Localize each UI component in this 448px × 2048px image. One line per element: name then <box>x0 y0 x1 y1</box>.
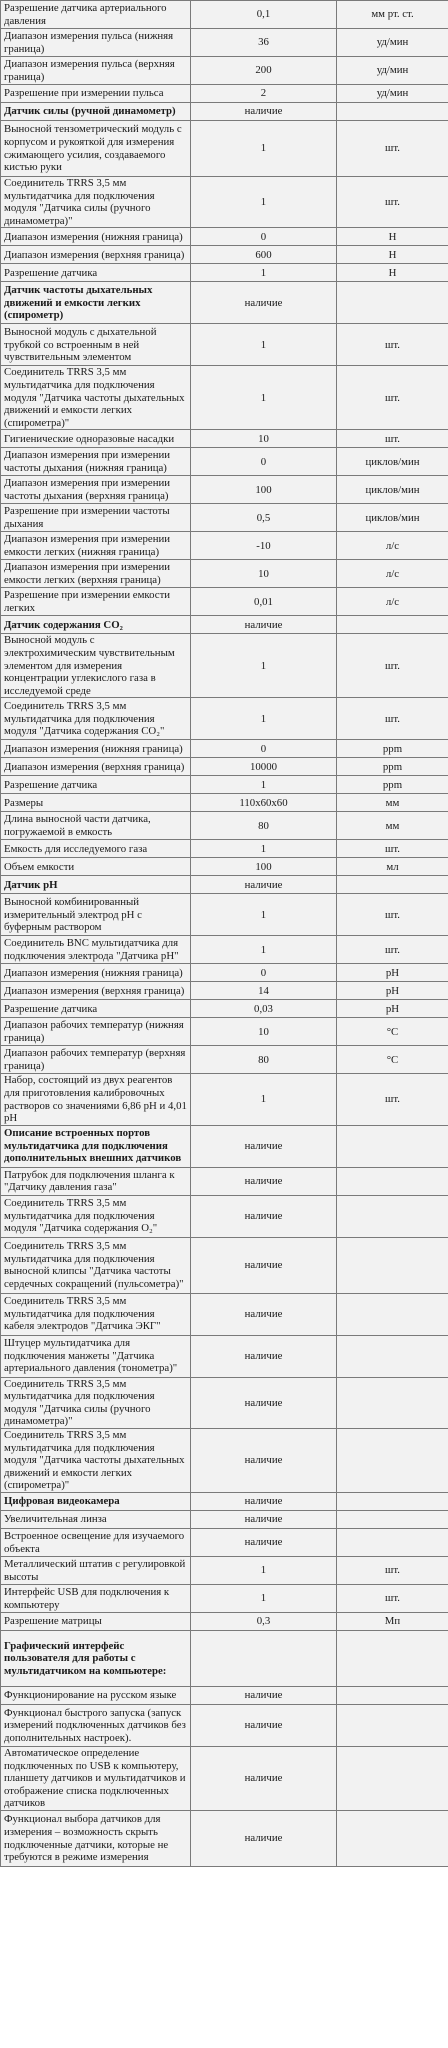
table-row <box>1 1747 448 1811</box>
parameter-unit-cell: Мп <box>337 1613 448 1631</box>
parameter-value-cell: 0 <box>191 964 337 982</box>
parameter-name-cell: Описание встроенных портов мультидатчика для подключения дополнительных внешних датчиков <box>1 1125 191 1167</box>
parameter-unit-cell: уд/мин <box>337 29 448 57</box>
parameter-name-cell: Диапазон измерения (верхняя граница) <box>1 982 191 1000</box>
table-row <box>1 228 448 246</box>
table-row <box>1 366 448 430</box>
parameter-value-cell: 100 <box>191 858 337 876</box>
table-row <box>1 448 448 476</box>
parameter-name-cell: Диапазон рабочих температур (верхняя граница) <box>1 1046 191 1074</box>
parameter-name-cell: Диапазон измерения при измерении емкости легких (нижняя граница) <box>1 532 191 560</box>
parameter-unit-cell: Н <box>337 246 448 264</box>
parameter-unit-cell <box>337 282 448 324</box>
parameter-unit-cell: уд/мин <box>337 57 448 85</box>
parameter-name-cell: Датчик содержания CO₂ <box>1 616 191 634</box>
section-header-row <box>1 1493 448 1511</box>
parameter-value-cell: 10 <box>191 430 337 448</box>
table-row <box>1 1511 448 1529</box>
parameter-name-cell: Соединитель TRRS 3,5 мм мультидатчика для подключения модуля "Датчика содержания CO₂" <box>1 698 191 740</box>
parameter-unit-cell <box>337 1811 448 1867</box>
parameter-name-cell: Диапазон измерения (нижняя граница) <box>1 228 191 246</box>
parameter-name-cell: Соединитель TRRS 3,5 мм мультидатчика для подключения выносной клипсы "Датчика частоты сердечных сокращений (пульсометра)" <box>1 1237 191 1293</box>
table-row <box>1 1811 448 1867</box>
parameter-name-cell: Встроенное освещение для изучаемого объекта <box>1 1529 191 1557</box>
table-row <box>1 264 448 282</box>
parameter-value-cell: 80 <box>191 1046 337 1074</box>
section-header-row <box>1 103 448 121</box>
parameter-name-cell: Диапазон измерения пульса (нижняя граница) <box>1 29 191 57</box>
parameter-name-cell: Цифровая видеокамера <box>1 1493 191 1511</box>
parameter-name-cell: Интерфейс USB для подключения к компьютеру <box>1 1585 191 1613</box>
table-row <box>1 430 448 448</box>
table-row <box>1 504 448 532</box>
parameter-name-cell: Разрешение при измерении частоты дыхания <box>1 504 191 532</box>
parameter-value-cell: 100 <box>191 476 337 504</box>
parameter-value-cell: 0 <box>191 740 337 758</box>
table-row <box>1 1 448 29</box>
parameter-unit-cell <box>337 1335 448 1377</box>
parameter-value-cell: 0,01 <box>191 588 337 616</box>
parameter-unit-cell: шт. <box>337 1585 448 1613</box>
parameter-value-cell: 80 <box>191 812 337 840</box>
parameter-name-cell: Диапазон измерения (нижняя граница) <box>1 740 191 758</box>
parameter-name-cell: Соединитель TRRS 3,5 мм мультидатчика для подключения модуля "Датчика силы (ручного динамометра)" <box>1 177 191 228</box>
parameter-value-cell: 1 <box>191 936 337 964</box>
parameter-name-cell: Диапазон измерения при измерении частоты дыхания (нижняя граница) <box>1 448 191 476</box>
parameter-value-cell: 1 <box>191 177 337 228</box>
parameter-unit-cell: °C <box>337 1046 448 1074</box>
parameter-name-cell: Соединитель TRRS 3,5 мм мультидатчика для подключения кабеля электродов "Датчика ЭКГ" <box>1 1293 191 1335</box>
table-row <box>1 1000 448 1018</box>
parameter-unit-cell: циклов/мин <box>337 448 448 476</box>
table-row <box>1 740 448 758</box>
parameter-name-cell: Функционал быстрого запуска (запуск измерений подключенных датчиков без дополнительных настроек). <box>1 1705 191 1747</box>
table-row <box>1 532 448 560</box>
parameter-unit-cell <box>337 1429 448 1493</box>
parameter-unit-cell: шт. <box>337 936 448 964</box>
parameter-name-cell: Увеличительная линза <box>1 1511 191 1529</box>
parameter-unit-cell: шт. <box>337 430 448 448</box>
parameter-name-cell: Функционал выбора датчиков для измерения – возможность скрыть подключенные датчики, которые не требуются в режиме измерения <box>1 1811 191 1867</box>
table-row <box>1 758 448 776</box>
parameter-value-cell: наличие <box>191 1293 337 1335</box>
parameter-value-cell: 110x60x60 <box>191 794 337 812</box>
table-row <box>1 1195 448 1237</box>
parameter-value-cell: наличие <box>191 1511 337 1529</box>
table-row <box>1 1046 448 1074</box>
parameter-value-cell: 600 <box>191 246 337 264</box>
parameter-value-cell: наличие <box>191 1335 337 1377</box>
parameter-unit-cell: л/с <box>337 532 448 560</box>
parameter-value-cell: 1 <box>191 1074 337 1125</box>
parameter-name-cell: Соединитель TRRS 3,5 мм мультидатчика для подключения модуля "Датчика частоты дыхательных движений и емкости легких (спирометра)" <box>1 1429 191 1493</box>
table-row <box>1 1705 448 1747</box>
table-row <box>1 1687 448 1705</box>
table-row <box>1 936 448 964</box>
parameter-value-cell: наличие <box>191 1493 337 1511</box>
parameter-value-cell: наличие <box>191 1167 337 1195</box>
parameter-value-cell: 36 <box>191 29 337 57</box>
parameter-value-cell: наличие <box>191 1811 337 1867</box>
table-row <box>1 476 448 504</box>
parameter-unit-cell <box>337 1125 448 1167</box>
table-row <box>1 776 448 794</box>
section-header-row <box>1 282 448 324</box>
table-row <box>1 560 448 588</box>
parameter-name-cell: Патрубок для подключения шланга к "Датчику давления газа" <box>1 1167 191 1195</box>
table-row <box>1 588 448 616</box>
parameter-unit-cell: уд/мин <box>337 85 448 103</box>
parameter-name-cell: Функционирование на русском языке <box>1 1687 191 1705</box>
parameter-unit-cell: шт. <box>337 366 448 430</box>
parameter-unit-cell <box>337 1195 448 1237</box>
parameter-unit-cell: мм <box>337 794 448 812</box>
table-row <box>1 246 448 264</box>
parameter-unit-cell: pH <box>337 964 448 982</box>
section-header-row <box>1 876 448 894</box>
parameter-unit-cell <box>337 1747 448 1811</box>
parameter-value-cell: наличие <box>191 1747 337 1811</box>
parameter-name-cell: Разрешение датчика <box>1 776 191 794</box>
parameter-value-cell: наличие <box>191 1377 337 1428</box>
parameter-name-cell: Выносной модуль с электрохимическим чувствительным элементом для измерения концентрации углекислого газа в исследуемой среде <box>1 634 191 698</box>
parameter-unit-cell <box>337 1237 448 1293</box>
table-row <box>1 1018 448 1046</box>
parameter-name-cell: Диапазон измерения при измерении емкости легких (верхняя граница) <box>1 560 191 588</box>
table-row <box>1 1557 448 1585</box>
parameter-name-cell: Диапазон измерения при измерении частоты дыхания (верхняя граница) <box>1 476 191 504</box>
parameter-name-cell: Датчик pH <box>1 876 191 894</box>
parameter-name-cell: Диапазон измерения (нижняя граница) <box>1 964 191 982</box>
parameter-value-cell: 1 <box>191 840 337 858</box>
parameter-value-cell: 1 <box>191 1585 337 1613</box>
parameter-unit-cell: мм рт. ст. <box>337 1 448 29</box>
parameter-value-cell: наличие <box>191 103 337 121</box>
parameter-unit-cell <box>337 876 448 894</box>
parameter-value-cell: 10 <box>191 560 337 588</box>
parameter-unit-cell: шт. <box>337 894 448 936</box>
parameter-unit-cell: шт. <box>337 177 448 228</box>
parameter-unit-cell: Н <box>337 264 448 282</box>
parameter-value-cell: наличие <box>191 1705 337 1747</box>
parameter-value-cell: 1 <box>191 894 337 936</box>
parameter-unit-cell <box>337 103 448 121</box>
parameter-name-cell: Соединитель TRRS 3,5 мм мультидатчика для подключения модуля "Датчика частоты дыхательных движений и емкости легких (спирометра)" <box>1 366 191 430</box>
parameter-name-cell: Датчик силы (ручной динамометр) <box>1 103 191 121</box>
parameter-name-cell: Разрешение датчика артериального давления <box>1 1 191 29</box>
table-row <box>1 177 448 228</box>
table-row <box>1 85 448 103</box>
parameter-unit-cell: шт. <box>337 1074 448 1125</box>
parameter-unit-cell <box>337 1511 448 1529</box>
parameter-unit-cell <box>337 1493 448 1511</box>
parameter-value-cell: 0,3 <box>191 1613 337 1631</box>
parameter-value-cell: 1 <box>191 776 337 794</box>
parameter-value-cell: наличие <box>191 1195 337 1237</box>
table-row <box>1 1613 448 1631</box>
table-row <box>1 57 448 85</box>
parameter-name-cell: Разрешение при измерении емкости легких <box>1 588 191 616</box>
parameter-unit-cell: шт. <box>337 121 448 177</box>
parameter-value-cell: 14 <box>191 982 337 1000</box>
parameter-name-cell: Диапазон измерения пульса (верхняя граница) <box>1 57 191 85</box>
parameter-unit-cell: pH <box>337 1000 448 1018</box>
parameter-value-cell: 10 <box>191 1018 337 1046</box>
parameter-unit-cell <box>337 1167 448 1195</box>
parameter-name-cell: Датчик частоты дыхательных движений и емкости легких (спирометр) <box>1 282 191 324</box>
parameter-name-cell: Металлический штатив с регулировкой высоты <box>1 1557 191 1585</box>
parameter-value-cell: 0,03 <box>191 1000 337 1018</box>
parameter-name-cell: Диапазон измерения (верхняя граница) <box>1 758 191 776</box>
parameter-unit-cell <box>337 1687 448 1705</box>
parameter-name-cell: Автоматическое определение подключенных по USB к компьютеру, планшету датчиков и мультидатчиков и отображение списка подключенных датчиков <box>1 1747 191 1811</box>
parameter-name-cell: Гигиенические одноразовые насадки <box>1 430 191 448</box>
parameter-name-cell: Разрешение при измерении пульса <box>1 85 191 103</box>
section-header-row <box>1 1125 448 1167</box>
parameter-unit-cell: циклов/мин <box>337 504 448 532</box>
parameter-name-cell: Диапазон измерения (верхняя граница) <box>1 246 191 264</box>
parameter-name-cell: Длина выносной части датчика, погружаемой в емкость <box>1 812 191 840</box>
parameter-value-cell: наличие <box>191 1429 337 1493</box>
parameter-unit-cell <box>337 1705 448 1747</box>
parameter-unit-cell: шт. <box>337 634 448 698</box>
parameter-name-cell: Разрешение матрицы <box>1 1613 191 1631</box>
parameter-value-cell: 10000 <box>191 758 337 776</box>
parameter-unit-cell <box>337 1377 448 1428</box>
section-header-row <box>1 616 448 634</box>
parameter-unit-cell: шт. <box>337 698 448 740</box>
parameter-value-cell: 1 <box>191 634 337 698</box>
parameter-value-cell: наличие <box>191 1237 337 1293</box>
table-row <box>1 1237 448 1293</box>
parameter-name-cell: Выносной модуль с дыхательной трубкой со встроенным в ней чувствительным элементом <box>1 324 191 366</box>
table-row <box>1 794 448 812</box>
parameter-name-cell: Выносной тензометрический модуль с корпусом и рукояткой для измерения сжимающего усилия, создаваемого кистью руки <box>1 121 191 177</box>
parameter-name-cell: Набор, состоящий из двух реагентов для приготовления калибровочных растворов со значениями 6,86 pH и 4,01 pH <box>1 1074 191 1125</box>
parameter-value-cell: 0 <box>191 448 337 476</box>
parameter-value-cell: -10 <box>191 532 337 560</box>
parameter-unit-cell: шт. <box>337 840 448 858</box>
parameter-name-cell: Диапазон рабочих температур (нижняя граница) <box>1 1018 191 1046</box>
parameter-name-cell: Объем емкости <box>1 858 191 876</box>
parameter-unit-cell <box>337 1631 448 1687</box>
parameter-value-cell: 200 <box>191 57 337 85</box>
table-row <box>1 1335 448 1377</box>
parameter-unit-cell: pH <box>337 982 448 1000</box>
table-row <box>1 634 448 698</box>
parameter-value-cell: 2 <box>191 85 337 103</box>
parameter-value-cell: 0,5 <box>191 504 337 532</box>
parameter-unit-cell: циклов/мин <box>337 476 448 504</box>
table-row <box>1 29 448 57</box>
parameter-unit-cell: мл <box>337 858 448 876</box>
parameter-value-cell: наличие <box>191 1529 337 1557</box>
parameter-unit-cell: л/с <box>337 588 448 616</box>
table-row <box>1 812 448 840</box>
parameter-unit-cell <box>337 1293 448 1335</box>
parameter-unit-cell: мм <box>337 812 448 840</box>
table-row <box>1 1529 448 1557</box>
parameter-name-cell: Графический интерфейс пользователя для работы с мультидатчиком на компьютере: <box>1 1631 191 1687</box>
parameter-unit-cell: шт. <box>337 324 448 366</box>
parameter-value-cell: 1 <box>191 1557 337 1585</box>
parameter-value-cell: 1 <box>191 698 337 740</box>
table-row <box>1 894 448 936</box>
parameter-value-cell: 0 <box>191 228 337 246</box>
parameter-value-cell: 0,1 <box>191 1 337 29</box>
table-row <box>1 1377 448 1428</box>
parameter-value-cell: 1 <box>191 366 337 430</box>
spec-table-body <box>1 1 448 1867</box>
table-row <box>1 1293 448 1335</box>
parameter-name-cell: Соединитель TRRS 3,5 мм мультидатчика для подключения модуля "Датчика содержания O₂" <box>1 1195 191 1237</box>
parameter-name-cell: Выносной комбинированный измерительный электрод pH с буферным раствором <box>1 894 191 936</box>
parameter-value-cell: 1 <box>191 324 337 366</box>
parameter-unit-cell <box>337 616 448 634</box>
parameter-unit-cell <box>337 1529 448 1557</box>
parameter-name-cell: Соединитель TRRS 3,5 мм мультидатчика для подключения модуля "Датчика силы (ручного динамометра)" <box>1 1377 191 1428</box>
section-header-row <box>1 1631 448 1687</box>
table-row <box>1 698 448 740</box>
table-row <box>1 858 448 876</box>
table-row <box>1 1429 448 1493</box>
parameter-name-cell: Емкость для исследуемого газа <box>1 840 191 858</box>
parameter-unit-cell: °C <box>337 1018 448 1046</box>
table-row <box>1 121 448 177</box>
parameter-value-cell: наличие <box>191 1687 337 1705</box>
parameter-value-cell: 1 <box>191 264 337 282</box>
parameter-unit-cell: ppm <box>337 758 448 776</box>
table-row <box>1 982 448 1000</box>
table-row <box>1 840 448 858</box>
table-row <box>1 1167 448 1195</box>
table-row <box>1 1074 448 1125</box>
table-row <box>1 324 448 366</box>
parameter-value-cell <box>191 1631 337 1687</box>
parameter-value-cell: наличие <box>191 616 337 634</box>
parameter-name-cell: Штуцер мультидатчика для подключения манжеты "Датчика артериального давления (тонометра)" <box>1 1335 191 1377</box>
parameter-unit-cell: л/с <box>337 560 448 588</box>
parameter-value-cell: 1 <box>191 121 337 177</box>
parameter-name-cell: Разрешение датчика <box>1 264 191 282</box>
parameter-value-cell: наличие <box>191 282 337 324</box>
table-row <box>1 964 448 982</box>
parameter-value-cell: наличие <box>191 876 337 894</box>
parameter-unit-cell: шт. <box>337 1557 448 1585</box>
table-row <box>1 1585 448 1613</box>
parameter-name-cell: Разрешение датчика <box>1 1000 191 1018</box>
parameter-name-cell: Соединитель BNC мультидатчика для подключения электрода "Датчика pH" <box>1 936 191 964</box>
parameter-unit-cell: ppm <box>337 740 448 758</box>
parameter-name-cell: Размеры <box>1 794 191 812</box>
parameter-value-cell: наличие <box>191 1125 337 1167</box>
parameter-unit-cell: Н <box>337 228 448 246</box>
parameter-unit-cell: ppm <box>337 776 448 794</box>
